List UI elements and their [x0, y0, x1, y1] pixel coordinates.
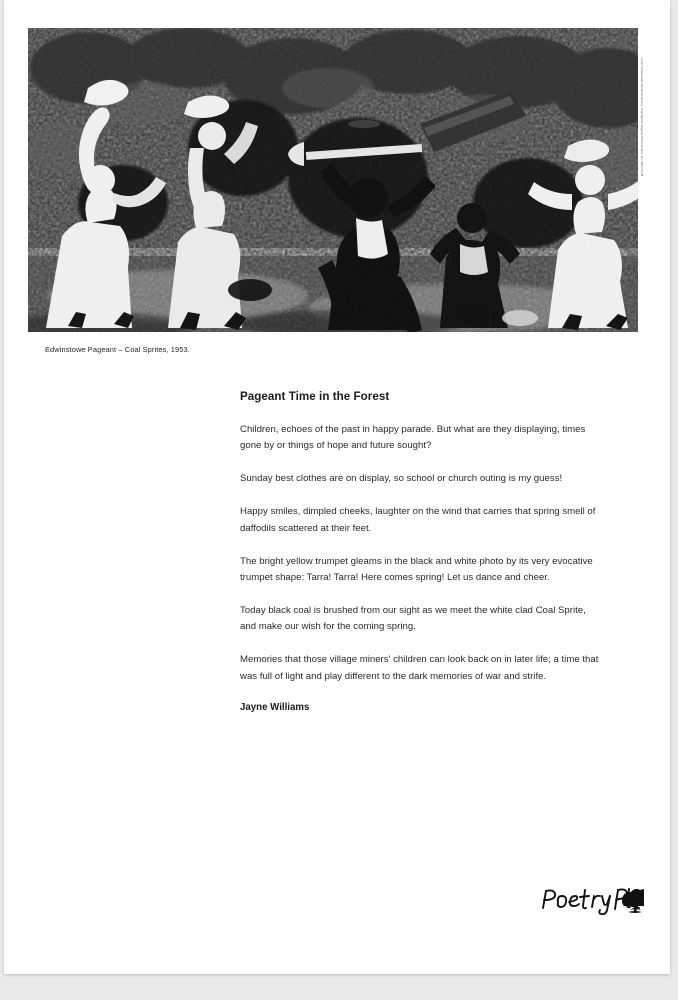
poem-stanza: Memories that those village miners' children can look back on in later life; a time that was full of light and play different to the dark memories of war and strife.: [240, 654, 599, 682]
poem-stanza: Children, echoes of the past in happy parade. But what are they displaying, times gone by or things of hope and future sought?: [240, 424, 586, 452]
photograph-block: [28, 28, 643, 332]
poster-page: [4, 0, 670, 974]
poem-stanza: Sunday best clothes are on display, so school or church outing is my guess!: [240, 473, 563, 485]
poem-stanza: The bright yellow trumpet gleams in the black and white photo by its very evocative trumpet shape: Tarra! Tarra! Here comes spring! Let us dance and cheer.: [240, 555, 593, 583]
photo-caption: Edwinstowe Pageant – Coal Sprites, 1953.: [45, 345, 190, 354]
poem-stanza: Happy smiles, dimpled cheeks, laughter on the wind that carries that spring smell of daffodils scattered at their feet.: [240, 506, 596, 534]
poem-title: Pageant Time in the Forest: [240, 390, 390, 403]
poetry-place-logo: [538, 880, 644, 920]
tree-icon: [622, 889, 644, 913]
photo-credit-text: Credit: Edwinstowe Historical Society, Coal Sprites Pageant Photo Archive, ref. 1953.CS.08: [640, 58, 643, 177]
poem-author: Jayne Williams: [240, 701, 310, 713]
pageant-photograph: [28, 28, 638, 332]
poem-stanza: Today black coal is brushed from our sight as we meet the white clad Coal Sprite, and make our wish for the coming spring.: [240, 604, 586, 633]
poem-block: [240, 389, 604, 714]
